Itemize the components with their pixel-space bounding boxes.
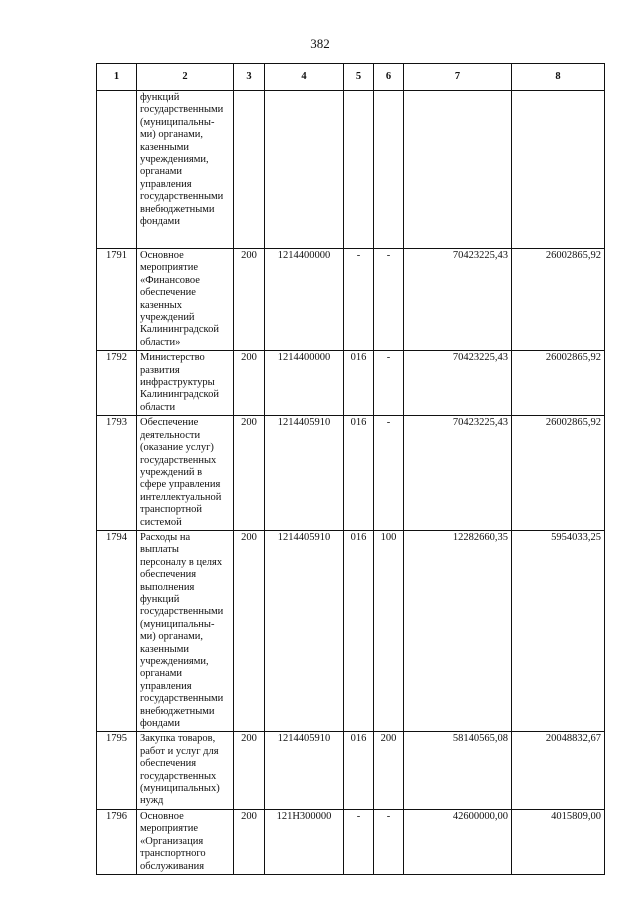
column-header: 1 [97, 64, 137, 91]
table-row [97, 249, 605, 351]
cell-col3: 200 [234, 732, 265, 809]
table-row [97, 91, 605, 249]
cell-col5: 016 [344, 732, 374, 809]
cell-col5: - [344, 809, 374, 874]
cell-col5: - [344, 249, 374, 351]
cell-col7: 42600000,00 [404, 809, 512, 874]
cell-col7: 70423225,43 [404, 351, 512, 416]
cell-col3: 200 [234, 530, 265, 732]
table-row [97, 351, 605, 416]
cell-col3: 200 [234, 351, 265, 416]
cell-col4: 121Н300000 [265, 809, 344, 874]
cell-col8 [512, 91, 605, 249]
item-name: Основное мероприятие «Организация транспортного обслуживания [137, 809, 234, 874]
table-row [97, 732, 605, 809]
column-header: 3 [234, 64, 265, 91]
cell-col6: 100 [374, 530, 404, 732]
item-name: Закупка товаров, работ и услуг для обеспечения государственных (муниципальных) нужд [137, 732, 234, 809]
cell-col4: 1214400000 [265, 249, 344, 351]
cell-col5 [344, 91, 374, 249]
cell-col7 [404, 91, 512, 249]
cell-col6: - [374, 809, 404, 874]
row-number: 1796 [97, 809, 137, 874]
cell-col7: 70423225,43 [404, 249, 512, 351]
table-row [97, 416, 605, 531]
cell-col3 [234, 91, 265, 249]
cell-col3: 200 [234, 416, 265, 531]
cell-col5: 016 [344, 530, 374, 732]
cell-col3: 200 [234, 249, 265, 351]
cell-col7: 12282660,35 [404, 530, 512, 732]
cell-col4: 1214405910 [265, 732, 344, 809]
cell-col6: 200 [374, 732, 404, 809]
cell-col8: 20048832,67 [512, 732, 605, 809]
column-header: 2 [137, 64, 234, 91]
cell-col5: 016 [344, 351, 374, 416]
cell-col7: 70423225,43 [404, 416, 512, 531]
cell-col8: 26002865,92 [512, 249, 605, 351]
item-name: Обеспечение деятельности (оказание услуг) государственных учреждений в сфере управления интеллектуальной транспортной системой [137, 416, 234, 531]
column-header: 6 [374, 64, 404, 91]
item-name: Министерство развития инфраструктуры Калининградской области [137, 351, 234, 416]
cell-col6: - [374, 351, 404, 416]
cell-col8: 26002865,92 [512, 416, 605, 531]
cell-col7: 58140565,08 [404, 732, 512, 809]
cell-col8: 26002865,92 [512, 351, 605, 416]
cell-col4: 1214405910 [265, 416, 344, 531]
table-header-row [97, 64, 605, 91]
cell-col6: - [374, 416, 404, 531]
row-number: 1793 [97, 416, 137, 531]
page-number: 382 [310, 36, 330, 51]
cell-col5: 016 [344, 416, 374, 531]
cell-col4: 1214400000 [265, 351, 344, 416]
cell-col4 [265, 91, 344, 249]
cell-col6 [374, 91, 404, 249]
table-row [97, 809, 605, 874]
cell-col8: 5954033,25 [512, 530, 605, 732]
cell-col8: 4015809,00 [512, 809, 605, 874]
table-row [97, 530, 605, 732]
item-name: Расходы на выплаты персоналу в целях обеспечения выполнения функций государственными (муниципальны- ми) органами, казенными учреждениями, органами управления государственными внебюджетными фондами [137, 530, 234, 732]
column-header: 5 [344, 64, 374, 91]
row-number: 1795 [97, 732, 137, 809]
row-number: 1791 [97, 249, 137, 351]
item-name: функций государственными (муниципальны- ми) органами, казенными учреждениями, органами управления государственными внебюджетными фондами [137, 91, 234, 249]
row-number [97, 91, 137, 249]
column-header: 4 [265, 64, 344, 91]
column-header: 7 [404, 64, 512, 91]
row-number: 1794 [97, 530, 137, 732]
row-number: 1792 [97, 351, 137, 416]
item-name: Основное мероприятие «Финансовое обеспечение казенных учреждений Калининградской области» [137, 249, 234, 351]
cell-col4: 1214405910 [265, 530, 344, 732]
cell-col3: 200 [234, 809, 265, 874]
column-header: 8 [512, 64, 605, 91]
budget-table [96, 63, 605, 875]
cell-col6: - [374, 249, 404, 351]
